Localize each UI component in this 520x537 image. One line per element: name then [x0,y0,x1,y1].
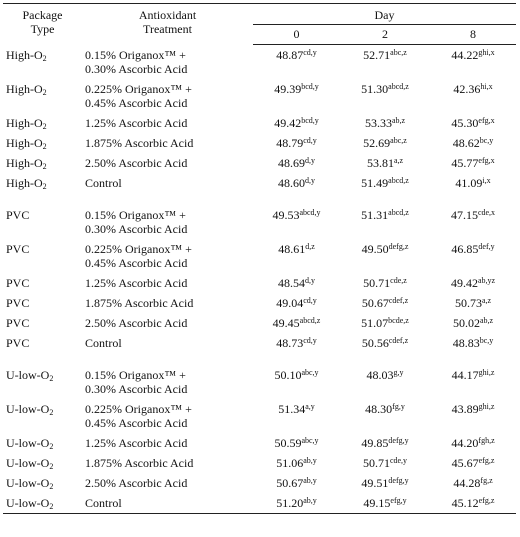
mean-value: 45.67 [451,455,479,470]
value-cell-day-0 [253,153,340,173]
table-row [3,173,516,193]
mean-value: 49.42 [274,115,302,130]
package-type-subscript: 2 [49,501,54,511]
significance-letters: i,x [482,175,491,185]
table-row [3,153,516,173]
value-cell-day-2 [340,45,430,79]
treatment-line-1: 0.15% Origanox™ + [85,207,186,222]
mean-value: 49.42 [450,275,478,290]
package-type-subscript: 2 [42,121,47,131]
package-type-label: PVC [6,207,30,222]
significance-letters: cde,y [389,455,408,465]
table-row [3,433,516,453]
treatment-line-1: Control [85,335,122,350]
significance-letters: ab,yz [477,275,496,285]
package-type-cell [3,293,82,313]
package-type-cell [3,399,82,433]
package-type-cell [3,153,82,173]
mean-value: 50.73 [454,295,482,310]
significance-letters: a,z [481,295,492,305]
value-cell-day-2 [340,493,430,514]
header-day-0: 0 [253,25,340,45]
significance-letters: cd,y [303,135,317,145]
table-row [3,333,516,353]
value-cell-day-2 [340,293,430,313]
package-type-label: PVC [6,315,30,330]
value-cell-day-8 [430,79,516,113]
mean-value: 51.34 [278,401,306,416]
value-cell-day-0 [253,433,340,453]
mean-value: 49.45 [272,315,300,330]
mean-value: 46.85 [451,241,479,256]
mean-value: 45.30 [451,115,479,130]
package-type-label: High-O [6,81,43,96]
significance-letters: cd,y [303,335,317,345]
significance-letters: efg,x [478,115,495,125]
significance-letters: abc,y [301,435,319,445]
mean-value: 50.71 [362,455,390,470]
value-cell-day-0 [253,313,340,333]
mean-value: 51.30 [361,81,389,96]
mean-value: 52.69 [363,135,391,150]
mean-value: 48.30 [365,401,393,416]
significance-letters: abcd,y [299,207,321,217]
table-row [3,45,516,79]
mean-value: 49.39 [274,81,302,96]
value-cell-day-2 [340,205,430,239]
mean-value: 51.06 [276,455,304,470]
significance-letters: abc,z [390,135,407,145]
treatment-cell [82,45,253,79]
value-cell-day-8 [430,293,516,313]
significance-letters: ghi,z [478,367,495,377]
treatment-line-2: 0.30% Ascorbic Acid [85,221,188,236]
treatment-cell [82,473,253,493]
value-cell-day-8 [430,333,516,353]
value-cell-day-0 [253,473,340,493]
significance-letters: hi,x [480,81,493,91]
value-cell-day-0 [253,45,340,79]
mean-value: 49.50 [361,241,389,256]
package-type-cell [3,273,82,293]
package-type-cell [3,133,82,153]
package-type-subscript: 2 [42,53,47,63]
significance-letters: defg,y [388,475,409,485]
table-row [3,493,516,514]
package-type-subscript: 2 [42,161,47,171]
mean-value: 48.03 [366,367,394,382]
package-type-cell [3,239,82,273]
package-type-label: High-O [6,175,43,190]
table-row [3,399,516,433]
treatment-line-1: Control [85,495,122,510]
mean-value: 48.87 [276,48,304,62]
treatment-line-1: 2.50% Ascorbic Acid [85,315,188,330]
value-cell-day-8 [430,205,516,239]
package-type-cell [3,365,82,399]
package-type-label: U-low-O [6,367,50,382]
package-type-cell [3,45,82,79]
package-type-cell [3,313,82,333]
mean-value: 44.28 [453,475,481,490]
package-type-cell [3,113,82,133]
significance-letters: cdef,z [388,295,409,305]
significance-letters: fg,z [480,475,493,485]
significance-letters: bc,y [479,135,494,145]
mean-value: 50.67 [276,475,304,490]
header-day: Day [253,4,516,25]
value-cell-day-0 [253,493,340,514]
header-day-2: 2 [340,25,430,45]
significance-letters: cd,y [303,295,317,305]
mean-value: 48.54 [278,275,305,290]
treatment-cell [82,79,253,113]
value-cell-day-2 [340,473,430,493]
mean-value: 48.83 [452,335,480,350]
package-type-label: High-O [6,155,43,170]
table-row [3,453,516,473]
value-cell-day-8 [430,433,516,453]
treatment-line-1: 2.50% Ascorbic Acid [85,155,188,170]
significance-letters: d,y [305,175,315,185]
treatment-line-2: 0.45% Ascorbic Acid [85,415,188,430]
value-cell-day-2 [340,239,430,273]
data-table [3,3,516,514]
treatment-line-2: 0.30% Ascorbic Acid [85,381,188,396]
value-cell-day-8 [430,313,516,333]
mean-value: 52.71 [363,48,391,62]
value-cell-day-0 [253,173,340,193]
treatment-line-1: 1.875% Ascorbic Acid [85,455,194,470]
value-cell-day-2 [340,133,430,153]
mean-value: 49.51 [361,475,389,490]
significance-letters: bcd,y [301,115,319,125]
package-type-cell [3,173,82,193]
mean-value: 42.36 [453,81,481,96]
significance-letters: abcd,z [388,81,409,91]
value-cell-day-2 [340,113,430,133]
value-cell-day-0 [253,133,340,153]
treatment-cell [82,493,253,514]
value-cell-day-2 [340,433,430,453]
treatment-line-1: 0.15% Origanox™ + [85,367,186,382]
significance-letters: cdef,z [388,335,409,345]
treatment-line-1: 0.225% Origanox™ + [85,401,192,416]
treatment-cell [82,153,253,173]
table-row [3,313,516,333]
significance-letters: bcde,z [388,315,409,325]
significance-letters: cde,z [390,275,407,285]
mean-value: 48.79 [276,135,304,150]
value-cell-day-0 [253,79,340,113]
treatment-line-1: 0.15% Origanox™ + [85,47,186,62]
significance-letters: abcd,z [388,207,409,217]
treatment-line-1: 0.225% Origanox™ + [85,241,192,256]
significance-letters: abc,y [301,367,319,377]
package-type-cell [3,79,82,113]
significance-letters: ab,z [391,115,406,125]
package-type-subscript: 2 [49,461,54,471]
treatment-line-1: Control [85,175,122,190]
treatment-cell [82,293,253,313]
header-treatment: Antioxidant Treatment [82,4,253,45]
significance-letters: d,y [305,155,315,165]
package-type-label: PVC [6,335,30,350]
treatment-cell [82,113,253,133]
table-row [3,273,516,293]
value-cell-day-8 [430,153,516,173]
package-type-cell [3,453,82,473]
package-type-cell [3,333,82,353]
significance-letters: defg,y [388,435,409,445]
table-row [3,113,516,133]
package-type-label: U-low-O [6,455,50,470]
significance-letters: ab,z [479,315,494,325]
significance-letters: ab,y [303,455,317,465]
value-cell-day-8 [430,239,516,273]
package-type-subscript: 2 [49,481,54,491]
mean-value: 44.22 [451,48,479,62]
mean-value: 50.67 [361,295,389,310]
value-cell-day-2 [340,333,430,353]
mean-value: 48.62 [452,135,480,150]
package-type-subscript: 2 [42,181,47,191]
header-package-type: Package Type [3,4,82,45]
significance-letters: fgh,z [478,435,495,445]
package-type-subscript: 2 [49,373,54,383]
treatment-line-1: 1.875% Ascorbic Acid [85,135,194,150]
package-type-subscript: 2 [42,141,47,151]
group-spacer [3,353,516,365]
package-type-subscript: 2 [42,87,47,97]
value-cell-day-8 [430,113,516,133]
header-day-8: 8 [430,25,516,45]
treatment-cell [82,239,253,273]
table-row [3,239,516,273]
mean-value: 49.15 [363,495,391,510]
significance-letters: abcd,z [388,175,409,185]
significance-letters: defg,z [388,241,409,251]
significance-letters: bcd,y [301,81,319,91]
treatment-cell [82,399,253,433]
treatment-line-2: 0.45% Ascorbic Acid [85,255,188,270]
mean-value: 50.59 [274,435,302,450]
treatment-line-2: 0.45% Ascorbic Acid [85,95,188,110]
mean-value: 53.33 [364,115,392,130]
value-cell-day-8 [430,473,516,493]
treatment-line-1: 0.225% Origanox™ + [85,81,192,96]
package-type-label: U-low-O [6,495,50,510]
value-cell-day-0 [253,333,340,353]
value-cell-day-0 [253,293,340,313]
package-type-cell [3,433,82,453]
value-cell-day-0 [253,365,340,399]
value-cell-day-2 [340,399,430,433]
significance-letters: ab,y [303,495,317,505]
value-cell-day-2 [340,453,430,473]
package-type-cell [3,473,82,493]
treatment-cell [82,133,253,153]
package-type-label: High-O [6,47,43,62]
mean-value: 45.12 [451,495,479,510]
mean-value: 44.20 [451,435,479,450]
significance-letters: d,z [305,241,315,251]
value-cell-day-8 [430,365,516,399]
significance-letters: cde,x [477,207,496,217]
significance-letters: d,y [305,275,315,285]
value-cell-day-0 [253,453,340,473]
value-cell-day-0 [253,205,340,239]
package-type-label: PVC [6,295,30,310]
mean-value: 50.71 [363,275,391,290]
value-cell-day-2 [340,153,430,173]
mean-value: 48.60 [278,175,305,190]
treatment-cell [82,453,253,473]
value-cell-day-2 [340,365,430,399]
mean-value: 44.17 [451,367,479,382]
treatment-cell [82,173,253,193]
mean-value: 51.31 [361,207,389,222]
treatment-cell [82,365,253,399]
mean-value: 49.04 [276,295,304,310]
significance-letters: abcd,z [299,315,321,325]
value-cell-day-0 [253,273,340,293]
treatment-line-1: 2.50% Ascorbic Acid [85,475,188,490]
table-header [3,4,516,45]
package-type-subscript: 2 [49,407,54,417]
treatment-cell [82,333,253,353]
table-body [3,45,516,514]
significance-letters: ab,y [303,475,317,485]
mean-value: 41.09 [455,175,483,190]
treatment-line-1: 1.25% Ascorbic Acid [85,115,188,130]
significance-letters: efg,y [390,495,407,505]
significance-letters: efg,x [478,155,495,165]
mean-value: 47.15 [450,207,478,222]
significance-letters: ghi,z [478,401,495,411]
table-row [3,293,516,313]
mean-value: 49.85 [361,435,389,450]
mean-value: 51.07 [361,315,389,330]
significance-letters: efg,z [478,455,495,465]
value-cell-day-2 [340,273,430,293]
treatment-line-2: 0.30% Ascorbic Acid [85,61,188,76]
value-cell-day-8 [430,273,516,293]
mean-value: 48.69 [278,155,305,170]
treatment-cell [82,205,253,239]
treatment-line-1: 1.25% Ascorbic Acid [85,275,188,290]
package-type-label: U-low-O [6,401,50,416]
value-cell-day-8 [430,453,516,473]
significance-letters: a,z [393,155,404,165]
treatment-line-1: 1.875% Ascorbic Acid [85,295,194,310]
mean-value: 51.20 [276,495,304,510]
treatment-cell [82,273,253,293]
mean-value: 50.02 [452,315,480,330]
group-spacer [3,193,516,205]
significance-letters: cd,y [303,48,317,57]
significance-letters: bc,y [479,335,494,345]
package-type-label: U-low-O [6,475,50,490]
significance-letters: def,y [478,241,495,251]
value-cell-day-8 [430,133,516,153]
package-type-label: High-O [6,115,43,130]
significance-letters: g,y [393,367,404,377]
table-row [3,133,516,153]
package-type-cell [3,205,82,239]
package-type-subscript: 2 [49,441,54,451]
table-row [3,365,516,399]
package-type-label: PVC [6,275,30,290]
mean-value: 51.49 [361,175,389,190]
treatment-line-1: 1.25% Ascorbic Acid [85,435,188,450]
treatment-cell [82,313,253,333]
value-cell-day-8 [430,45,516,79]
significance-letters: ghi,x [478,48,495,57]
value-cell-day-8 [430,173,516,193]
value-cell-day-8 [430,493,516,514]
mean-value: 50.56 [361,335,389,350]
table-row [3,473,516,493]
mean-value: 43.89 [451,401,479,416]
package-type-label: High-O [6,135,43,150]
package-type-label: PVC [6,241,30,256]
mean-value: 45.77 [451,155,479,170]
value-cell-day-2 [340,173,430,193]
mean-value: 48.73 [276,335,304,350]
value-cell-day-8 [430,399,516,433]
treatment-cell [82,433,253,453]
mean-value: 48.61 [278,241,306,256]
value-cell-day-2 [340,79,430,113]
value-cell-day-0 [253,239,340,273]
significance-letters: abc,z [390,48,407,57]
significance-letters: fg,y [392,401,405,411]
mean-value: 49.53 [272,207,300,222]
value-cell-day-2 [340,313,430,333]
mean-value: 50.10 [274,367,302,382]
package-type-label: U-low-O [6,435,50,450]
significance-letters: a,y [305,401,315,411]
value-cell-day-0 [253,399,340,433]
package-type-cell [3,493,82,514]
value-cell-day-0 [253,113,340,133]
table-row [3,205,516,239]
mean-value: 53.81 [366,155,394,170]
significance-letters: efg,z [478,495,495,505]
table-row [3,79,516,113]
